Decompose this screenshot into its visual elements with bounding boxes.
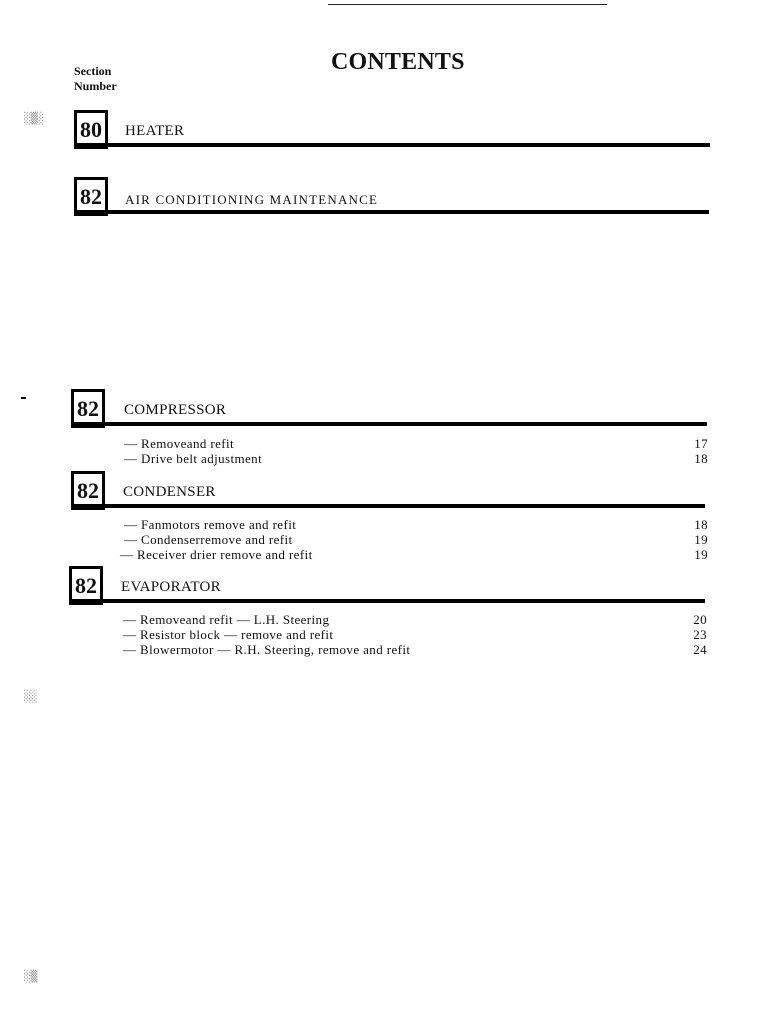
section-rule xyxy=(74,143,710,147)
section-number-box: 82 xyxy=(74,177,108,216)
toc-entry[interactable] xyxy=(123,627,708,642)
entry-page: 18 xyxy=(694,517,708,532)
section-rule xyxy=(74,210,709,214)
entry-title: — Removeand refit xyxy=(124,436,235,451)
condenser-entries xyxy=(120,517,709,562)
compressor-entries xyxy=(124,436,709,466)
entry-page: 24 xyxy=(693,642,707,657)
top-rule xyxy=(328,4,607,5)
toc-entry[interactable] xyxy=(120,547,709,562)
entry-page: 19 xyxy=(694,547,708,562)
entry-title: — Condenserremove and refit xyxy=(124,532,293,547)
section-title: EVAPORATOR xyxy=(121,579,221,595)
section-rule xyxy=(71,422,707,426)
section-title: COMPRESSOR xyxy=(124,402,227,418)
scan-speck: ░▒ xyxy=(24,970,38,983)
section-number-box: 82 xyxy=(71,389,105,428)
scan-speck: ░▒░ xyxy=(24,112,44,125)
scan-speck: ░░ xyxy=(24,690,38,703)
toc-entry[interactable] xyxy=(124,436,709,451)
page-title: CONTENTS xyxy=(331,49,465,75)
entry-title: — Drive belt adjustment xyxy=(124,451,263,466)
toc-entry[interactable] xyxy=(124,517,709,532)
entry-title: — Blowermotor — R.H. Steering, remove and refit xyxy=(123,642,411,657)
section-number-box: 82 xyxy=(69,566,103,605)
entry-page: 18 xyxy=(694,451,708,466)
toc-entry[interactable] xyxy=(123,642,708,657)
entry-title: — Resistor block — remove and refit xyxy=(123,627,334,642)
section-label-line2: Number xyxy=(74,79,117,93)
section-title: AIR CONDITIONING MAINTENANCE xyxy=(125,192,379,207)
section-number-box: 82 xyxy=(71,471,105,510)
section-number-box: 80 xyxy=(74,110,108,149)
entry-title: — Fanmotors remove and refit xyxy=(124,517,297,532)
entry-page: 17 xyxy=(694,436,708,451)
section-title: CONDENSER xyxy=(123,484,216,500)
entry-title: — Removeand refit — L.H. Steering xyxy=(123,612,330,627)
evaporator-entries xyxy=(123,612,708,657)
section-rule xyxy=(69,599,705,603)
scan-mark xyxy=(21,397,26,399)
entry-page: 19 xyxy=(694,532,708,547)
toc-entry[interactable] xyxy=(124,451,709,466)
entry-title: — Receiver drier remove and refit xyxy=(120,547,313,562)
section-number-label xyxy=(74,64,117,94)
toc-entry[interactable] xyxy=(124,532,709,547)
section-label-line1: Section xyxy=(74,64,112,78)
section-rule xyxy=(71,504,705,508)
section-title: HEATER xyxy=(125,123,185,139)
entry-page: 20 xyxy=(693,612,707,627)
entry-page: 23 xyxy=(693,627,707,642)
toc-entry[interactable] xyxy=(123,612,708,627)
